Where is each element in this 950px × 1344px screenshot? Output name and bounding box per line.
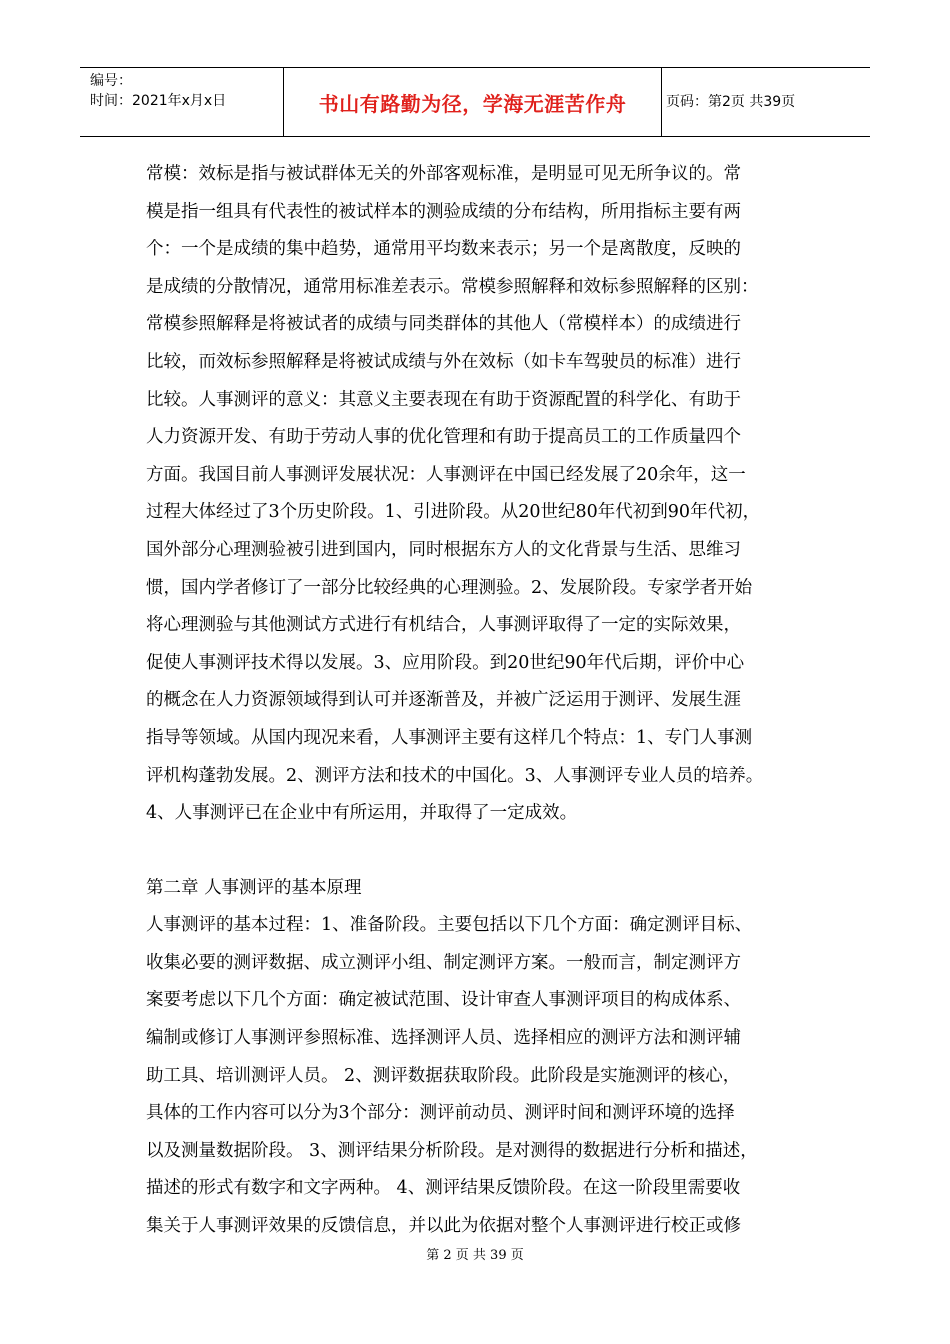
page-footer: 第 2 页 共 39 页 bbox=[426, 1248, 524, 1263]
text-line: 是成绩的分散情况，通常用标准差表示。常模参照解释和效标参照解释的区别： bbox=[146, 276, 759, 297]
header-motto-cell bbox=[284, 68, 662, 136]
text-line: 编制或修订人事测评参照标准、选择测评人员、选择相应的测评方法和测评辅 bbox=[146, 1028, 741, 1049]
text-line: 助工具、培训测评人员。 2、测评数据获取阶段。此阶段是实施测评的核心， bbox=[146, 1065, 741, 1086]
document-number-label: 编号： bbox=[90, 73, 132, 89]
document-body bbox=[146, 156, 826, 1246]
text-line: 常模：效标是指与被试群体无关的外部客观标准，是明显可见无所争议的。常 bbox=[146, 164, 741, 184]
text-line: 4、人事测评已在企业中有所运用，并取得了一定成效。 bbox=[146, 803, 578, 824]
text-line: 惯，国内学者修订了一部分比较经典的心理测验。2、发展阶段。专家学者开始 bbox=[146, 577, 753, 598]
chapter-heading-block bbox=[146, 870, 826, 908]
text-line: 常模参照解释是将被试者的成绩与同类群体的其他人（常模样本）的成绩进行 bbox=[146, 314, 741, 335]
text-line: 促使人事测评技术得以发展。3、应用阶段。到20世纪90年代后期，评价中心 bbox=[146, 652, 745, 673]
text-line: 过程大体经过了3个历史阶段。1、引进阶段。从20世纪80年代初到90年代初， bbox=[146, 502, 761, 523]
paragraph-process bbox=[146, 907, 826, 1245]
text-line: 收集必要的测评数据、成立测评小组、制定测评方案。一般而言，制定测评方 bbox=[146, 952, 741, 973]
chapter-title: 第二章 人事测评的基本原理 bbox=[146, 877, 362, 898]
text-line: 案要考虑以下几个方面：确定被试范围、设计审查人事测评项目的构成体系、 bbox=[146, 990, 741, 1011]
header-meta bbox=[80, 68, 284, 136]
text-line: 个：一个是成绩的集中趋势，通常用平均数来表示；另一个是离散度，反映的 bbox=[146, 239, 741, 260]
header-motto: 书山有路勤为径，学海无涯苦作舟 bbox=[318, 91, 627, 116]
paragraph-gap bbox=[146, 833, 826, 870]
header-page-info: 页码：第2页 共39页 bbox=[666, 94, 796, 110]
paragraph-norms bbox=[146, 156, 826, 833]
text-line: 比较，而效标参照解释是将被试成绩与外在效标（如卡车驾驶员的标准）进行 bbox=[146, 351, 741, 372]
text-line: 方面。我国目前人事测评发展状况：人事测评在中国已经发展了20余年，这一 bbox=[146, 464, 746, 485]
text-line: 模是指一组具有代表性的被试样本的测验成绩的分布结构，所用指标主要有两 bbox=[146, 201, 741, 222]
text-line: 的概念在人力资源领域得到认可并逐渐普及，并被广泛运用于测评、发展生涯 bbox=[146, 690, 741, 711]
text-line: 指导等领域。从国内现况来看，人事测评主要有这样几个特点：1、专门人事测 bbox=[146, 727, 753, 748]
text-line: 人力资源开发、有助于劳动人事的优化管理和有助于提高员工的工作质量四个 bbox=[146, 427, 741, 448]
text-line: 具体的工作内容可以分为3个部分：测评前动员、测评时间和测评环境的选择 bbox=[146, 1103, 735, 1124]
text-line: 集关于人事测评效果的反馈信息，并以此为依据对整个人事测评进行校正或修 bbox=[146, 1216, 741, 1237]
text-line: 评机构蓬勃发展。2、测评方法和技术的中国化。3、人事测评专业人员的培养。 bbox=[146, 765, 764, 786]
text-line: 比较。人事测评的意义：其意义主要表现在有助于资源配置的科学化、有助于 bbox=[146, 389, 741, 410]
text-line: 描述的形式有数字和文字两种。 4、测评结果反馈阶段。在这一阶段里需要收 bbox=[146, 1178, 741, 1199]
text-line: 人事测评的基本过程：1、准备阶段。主要包括以下几个方面：确定测评目标、 bbox=[146, 915, 753, 936]
text-line: 将心理测验与其他测试方式进行有机结合，人事测评取得了一定的实际效果， bbox=[146, 615, 741, 636]
header-page-info-cell bbox=[662, 68, 870, 136]
document-time-label: 时间：2021年x月x日 bbox=[90, 93, 227, 109]
text-line: 国外部分心理测验被引进到国内，同时根据东方人的文化背景与生活、思维习 bbox=[146, 539, 741, 560]
page-header bbox=[80, 67, 870, 137]
text-line: 以及测量数据阶段。 3、测评结果分析阶段。是对测得的数据进行分析和描述， bbox=[146, 1140, 758, 1161]
